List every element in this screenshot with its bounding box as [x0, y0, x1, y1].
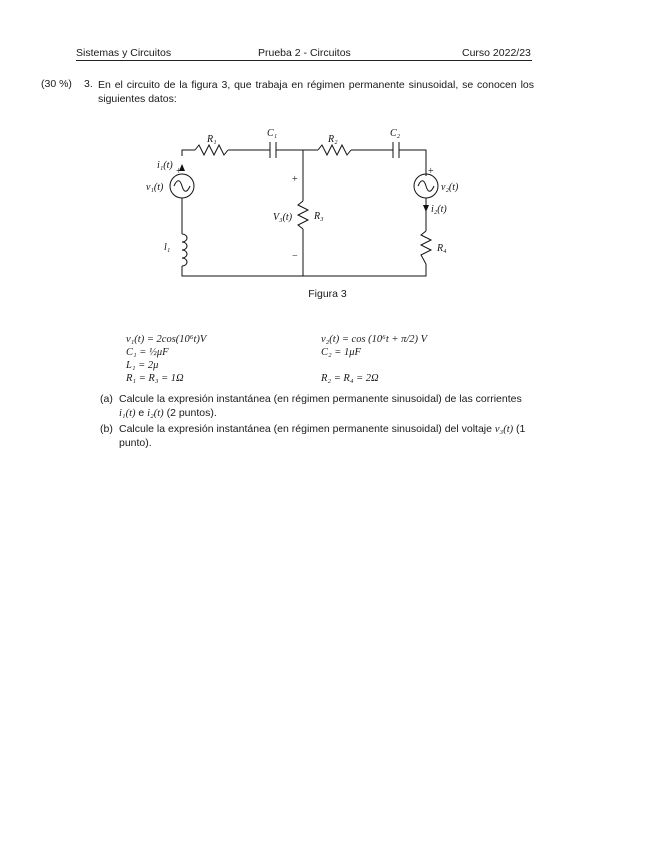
subquestion-b-label: (b) [100, 423, 113, 435]
subquestion-a-i1: i₁(t) [119, 407, 136, 419]
resistor-r2 [318, 145, 351, 155]
header-rule [76, 60, 532, 61]
label-v2: v₂(t) [441, 182, 459, 193]
data-v2: v₂(t) = cos (10⁶t + π/2) V [321, 334, 428, 345]
label-r2: R₂ [328, 134, 338, 145]
data-v1: v₁(t) = 2cos(10⁶t)V [126, 334, 207, 345]
v3-minus-sign: − [292, 251, 298, 262]
label-r4: R₄ [437, 243, 447, 254]
subquestion-a-mid: e [135, 406, 148, 419]
sine-icon [174, 181, 190, 192]
circuit-diagram [140, 122, 470, 282]
label-c2: C₂ [390, 128, 401, 139]
wire-top-right [399, 150, 426, 176]
current-arrow-i2 [423, 205, 429, 212]
header-course-name: Sistemas y Circuitos [76, 47, 172, 59]
resistor-r4 [421, 231, 431, 264]
subquestion-a-label: (a) [100, 393, 113, 405]
subquestion-b-v3: v₃(t) [494, 424, 514, 435]
v2-plus-sign: + [428, 166, 434, 177]
label-v1: v₁(t) [146, 182, 164, 193]
subquestion-b-text [119, 423, 533, 450]
subquestion-b-prefix: Calcule la expresión instantánea (en régimen permanente sinusoidal) del voltaje [119, 423, 495, 435]
inductor-l1 [182, 234, 187, 266]
label-c1: C₁ [267, 128, 278, 139]
question-statement: En el circuito de la figura 3, que trabaja en régimen permanente sinusoidal, se conocen los siguientes datos: [98, 79, 534, 105]
header-year: Curso 2022/23 [462, 47, 531, 59]
subquestion-a-text [119, 393, 533, 420]
label-l1: l₁ [164, 242, 171, 253]
subquestion-a-prefix: Calcule la expresión instantánea (en régimen permanente sinusoidal) de las corrientes [119, 393, 522, 405]
label-r3: R₃ [314, 211, 324, 222]
wire-top-left [182, 150, 195, 156]
resistor-r3 [298, 201, 308, 229]
subquestion-b-suffix: (1 punto). [119, 423, 526, 449]
header-test-title: Prueba 2 - Circuitos [258, 47, 351, 59]
data-c1: C₁ = ½μF [126, 347, 169, 358]
v1-plus-sign: + [176, 166, 182, 177]
subquestion-a-i2: i₂(t) [147, 407, 164, 419]
subquestion-a-suffix: (2 puntos). [163, 406, 217, 419]
v3-plus-sign: + [292, 174, 298, 185]
resistor-r1 [195, 145, 228, 155]
label-i2: i₂(t) [431, 204, 447, 215]
data-r2-r4: R₂ = R₄ = 2Ω [321, 373, 379, 384]
figure-caption: Figura 3 [308, 288, 347, 300]
sine-icon [418, 181, 434, 192]
label-v3: V₃(t) [273, 212, 293, 223]
label-i1: i₁(t) [157, 160, 173, 171]
data-l1: L₁ = 2μ [126, 360, 159, 371]
data-c2: C₂ = 1μF [321, 347, 361, 358]
wire-bottom [182, 264, 426, 276]
question-number: 3. [84, 78, 93, 90]
question-weight: (30 %) [41, 78, 72, 90]
label-r1: R₁ [207, 134, 217, 145]
data-r1-r3: R₁ = R₃ = 1Ω [126, 373, 184, 384]
